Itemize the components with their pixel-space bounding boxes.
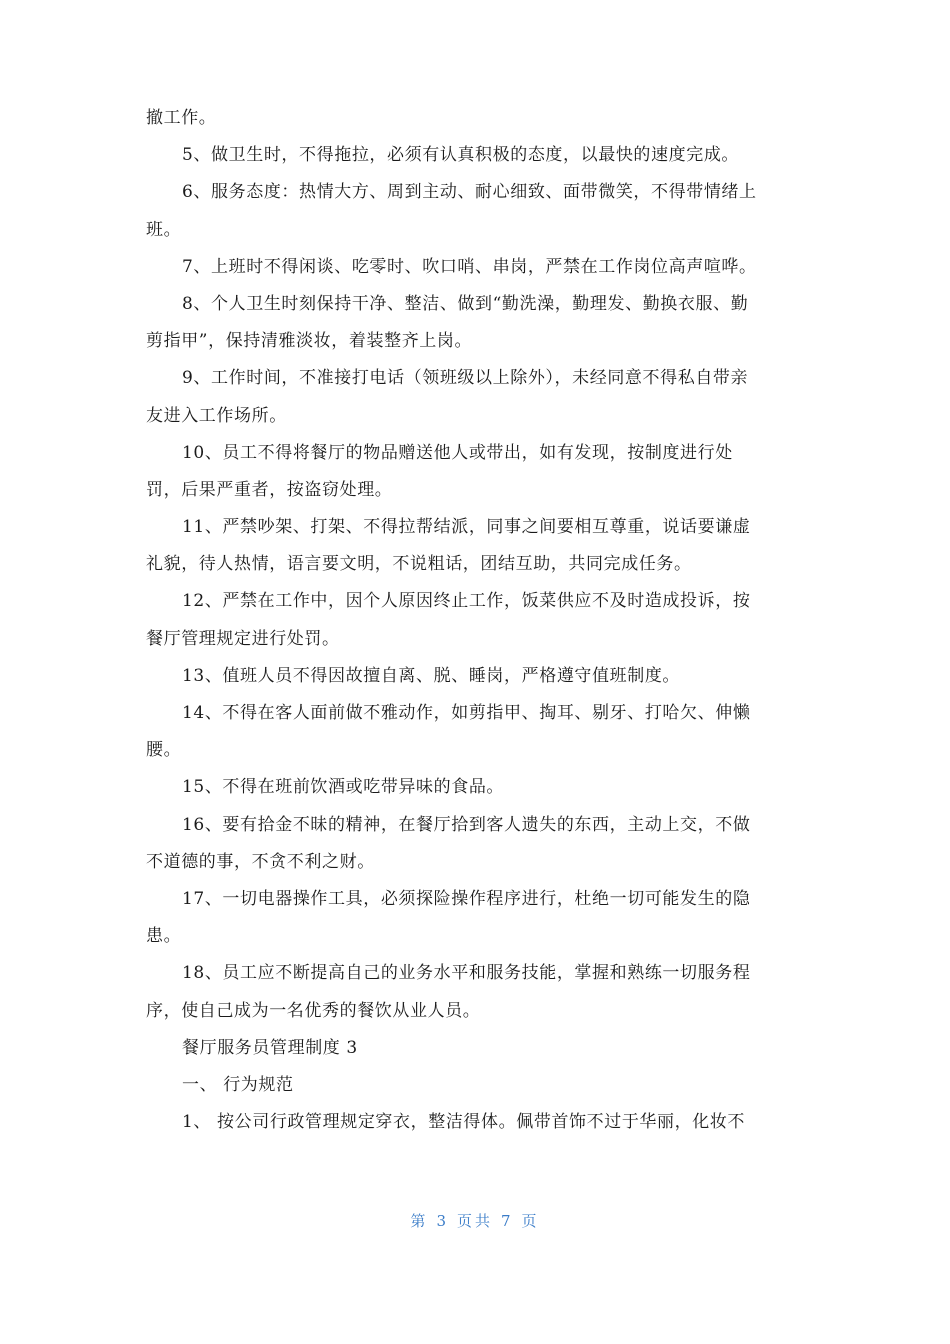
text-line: 撤工作。 (146, 108, 217, 128)
text-line: 14、不得在客人面前做不雅动作，如剪指甲、掏耳、剔牙、打哈欠、伸懒 (182, 703, 751, 723)
text-line: 16、要有拾金不昧的精神，在餐厅拾到客人遗失的东西，主动上交，不做 (182, 814, 751, 835)
text-line: 腰。 (146, 740, 182, 761)
text-line: 餐厅服务员管理制度 3 (182, 1037, 358, 1058)
text-line: 餐厅管理规定进行处罚。 (146, 628, 340, 649)
text-line: 13、值班人员不得因故擅自离、脱、睡岗，严格遵守值班制度。 (182, 665, 681, 686)
text-line: 10、员工不得将餐厅的物品赠送他人或带出，如有发现，按制度进行处 (182, 442, 733, 463)
footer-current-page: 3 (436, 1212, 449, 1230)
text-line: 罚，后果严重者，按盗窃处理。 (146, 479, 393, 500)
footer-middle: 页共 (456, 1212, 493, 1230)
text-line: 友进入工作场所。 (146, 405, 287, 426)
text-line: 一、 行为规范 (182, 1074, 294, 1095)
text-line: 17、一切电器操作工具，必须探险操作程序进行，杜绝一切可能发生的隐 (182, 888, 751, 909)
text-line: 8、个人卫生时刻保持干净、整洁、做到“勤洗澡，勤理发、勤换衣服、勤 (182, 293, 749, 314)
text-line: 班。 (146, 219, 182, 240)
text-line: 15、不得在班前饮酒或吃带异味的食品。 (182, 777, 505, 798)
text-line: 剪指甲”，保持清雅淡妆，着装整齐上岗。 (146, 331, 473, 352)
footer-total-pages: 7 (501, 1212, 514, 1230)
text-line: 7、上班时不得闲谈、吃零时、吹口哨、串岗，严禁在工作岗位高声喧哗。 (182, 256, 757, 277)
text-line: 患。 (146, 926, 182, 947)
text-line: 11、严禁吵架、打架、不得拉帮结派，同事之间要相互尊重，说话要谦虚 (182, 517, 751, 538)
document-body (146, 100, 814, 1141)
text-line: 不道德的事，不贪不利之财。 (146, 851, 375, 872)
text-line: 序，使自己成为一名优秀的餐饮从业人员。 (146, 1000, 481, 1021)
text-line: 6、服务态度：热情大方、周到主动、耐心细致、面带微笑，不得带情绪上 (182, 182, 757, 203)
text-line: 礼貌，待人热情，语言要文明，不说粗话，团结互助，共同完成任务。 (146, 554, 692, 575)
text-line: 18、员工应不断提高自己的业务水平和服务技能，掌握和熟练一切服务程 (182, 963, 751, 984)
page-footer (0, 1210, 950, 1231)
text-line: 9、工作时间，不准接打电话（领班级以上除外），未经同意不得私自带亲 (182, 368, 749, 389)
footer-suffix: 页 (521, 1212, 540, 1230)
text-line: 1、 按公司行政管理规定穿衣，整洁得体。佩带首饰不过于华丽，化妆不 (182, 1112, 746, 1133)
footer-prefix: 第 (410, 1212, 429, 1230)
text-line: 12、严禁在工作中，因个人原因终止工作，饭菜供应不及时造成投诉，按 (182, 591, 751, 612)
text-line: 5、做卫生时，不得拖拉，必须有认真积极的态度，以最快的速度完成。 (182, 145, 740, 166)
